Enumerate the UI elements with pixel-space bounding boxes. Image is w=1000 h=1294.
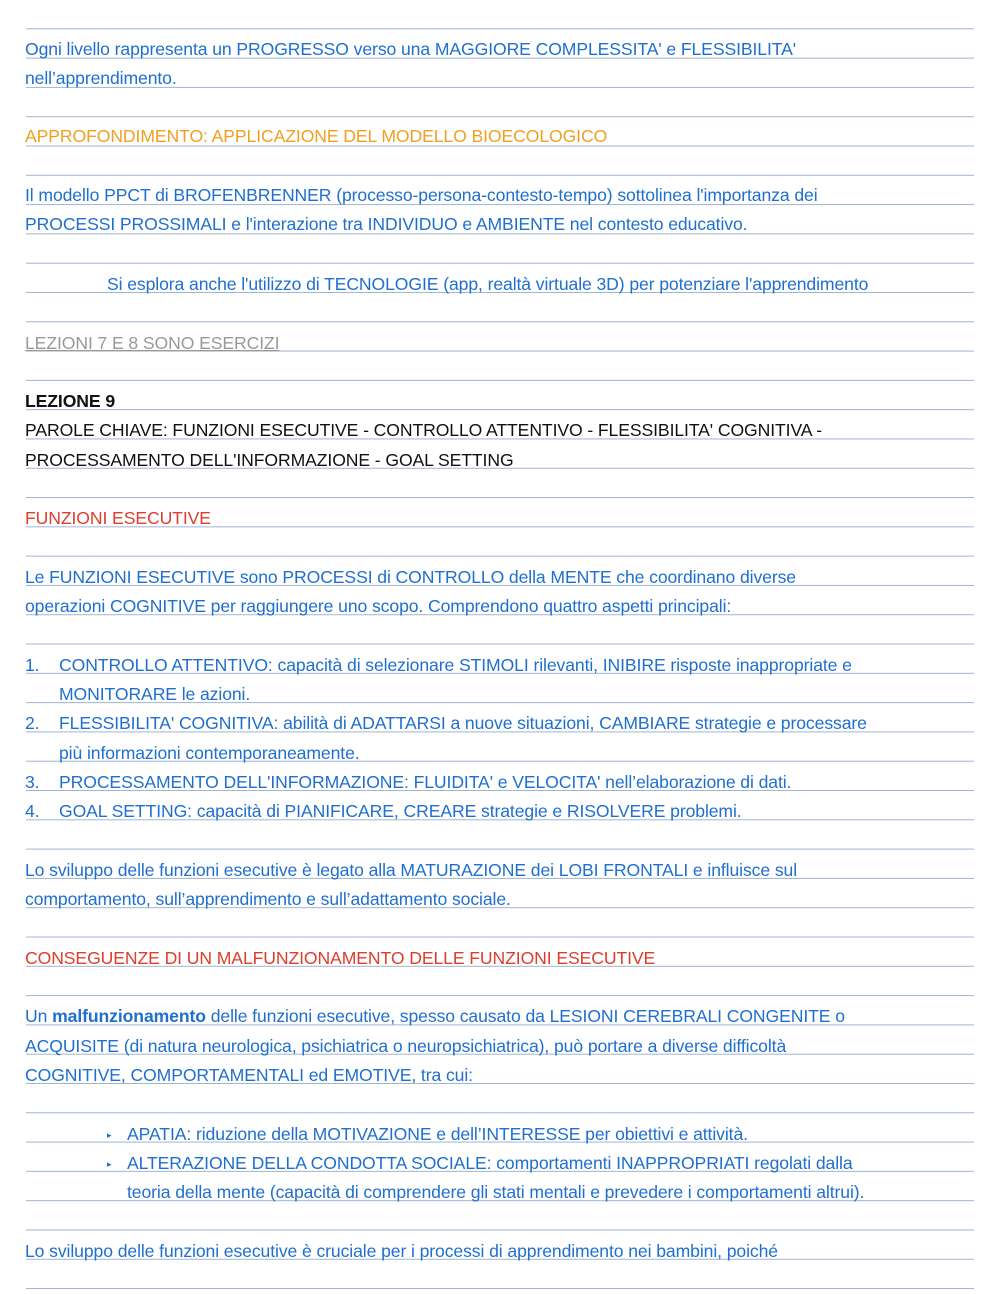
numbered-list-item (25, 768, 974, 797)
text-line: Le FUNZIONI ESECUTIVE sono PROCESSI di CONTROLLO della MENTE che coordinano diverse (25, 567, 796, 587)
section-heading-conseguenze: CONSEGUENZE DI UN MALFUNZIONAMENTO DELLE FUNZIONI ESECUTIVE (25, 948, 656, 968)
indented-text-line: Si esplora anche l'utilizzo di TECNOLOGIE (app, realtà virtuale 3D) per potenziare l'apprendimento (107, 274, 869, 294)
text-prefix: Un (25, 1006, 53, 1026)
list-number: 3. (25, 772, 40, 792)
numbered-list-item (25, 797, 974, 826)
text-suffix: delle funzioni esecutive, spesso causato da LESIONI CEREBRALI CONGENITE o (205, 1006, 845, 1026)
list-continuation: più informazioni contemporaneamente. (59, 743, 360, 763)
text-line: Lo sviluppo delle funzioni esecutive è legato alla MATURAZIONE dei LOBI FRONTALI e influisce sul (25, 860, 798, 880)
bullet-list-item (107, 1149, 974, 1178)
numbered-list-item (25, 709, 974, 738)
triangle-bullet-icon: ▸ (107, 1130, 112, 1140)
keywords-line: PROCESSAMENTO DELL'INFORMAZIONE - GOAL SETTING (25, 450, 514, 470)
numbered-list-item (25, 651, 974, 680)
triangle-bullet-icon: ▸ (107, 1159, 112, 1169)
keywords-line: PAROLE CHIAVE: FUNZIONI ESECUTIVE - CONTROLLO ATTENTIVO - FLESSIBILITA' COGNITIVA - (25, 420, 822, 440)
bullet-text: ALTERAZIONE DELLA CONDOTTA SOCIALE: comportamenti INAPPROPRIATI regolati dalla (127, 1153, 853, 1173)
bullet-continuation: teoria della mente (capacità di comprendere gli stati mentali e prevedere i comportamenti altrui). (127, 1182, 865, 1202)
list-text: FLESSIBILITA' COGNITIVA: abilità di ADATTARSI a nuove situazioni, CAMBIARE strategie e processare (59, 713, 867, 733)
bullet-text: APATIA: riduzione della MOTIVAZIONE e dell’INTERESSE per obiettivi e attività. (127, 1124, 748, 1144)
list-number: 4. (25, 801, 40, 821)
list-text: PROCESSAMENTO DELL'INFORMAZIONE: FLUIDITA' e VELOCITA' nell’elaborazione di dati. (59, 772, 792, 792)
section-heading-approfondimento: APPROFONDIMENTO: APPLICAZIONE DEL MODELLO BIOECOLOGICO (25, 126, 608, 146)
section-heading-funzioni-esecutive: FUNZIONI ESECUTIVE (25, 508, 211, 528)
text-line: Il modello PPCT di BROFENBRENNER (processo-persona-contesto-tempo) sottolinea l'importanza dei (25, 185, 818, 205)
list-number: 2. (25, 713, 40, 733)
text-line: ACQUISITE (di natura neurologica, psichiatrica o neuropsichiatrica), può portare a diverse difficoltà (25, 1036, 787, 1056)
left-margin (0, 0, 26, 1294)
bullet-list-item (107, 1120, 974, 1149)
text-line: Ogni livello rappresenta un PROGRESSO verso una MAGGIORE COMPLESSITA' e FLESSIBILITA' (25, 39, 797, 59)
text-line: PROCESSI PROSSIMALI e l'interazione tra INDIVIDUO e AMBIENTE nel contesto educativo. (25, 214, 748, 234)
bold-term: malfunzionamento (52, 1006, 206, 1026)
text-line (25, 1002, 974, 1031)
list-continuation: MONITORARE le azioni. (59, 684, 251, 704)
text-line: comportamento, sull’apprendimento e sull’adattamento sociale. (25, 889, 511, 909)
text-line: Lo sviluppo delle funzioni esecutive è cruciale per i processi di apprendimento nei bambini, poiché (25, 1241, 778, 1261)
link-lezioni-7-8[interactable] (25, 329, 974, 358)
text-line: COGNITIVE, COMPORTAMENTALI ed EMOTIVE, tra cui: (25, 1065, 473, 1085)
link-label: LEZIONI 7 E 8 SONO ESERCIZI (25, 333, 280, 353)
text-line: nell’apprendimento. (25, 68, 177, 88)
lesson-title: LEZIONE 9 (25, 391, 116, 411)
list-text: GOAL SETTING: capacità di PIANIFICARE, CREARE strategie e RISOLVERE problemi. (59, 801, 742, 821)
list-text: CONTROLLO ATTENTIVO: capacità di selezionare STIMOLI rilevanti, INIBIRE risposte inappropriate e (59, 655, 852, 675)
text-line: operazioni COGNITIVE per raggiungere uno scopo. Comprendono quattro aspetti principali: (25, 596, 732, 616)
list-number: 1. (25, 655, 40, 675)
